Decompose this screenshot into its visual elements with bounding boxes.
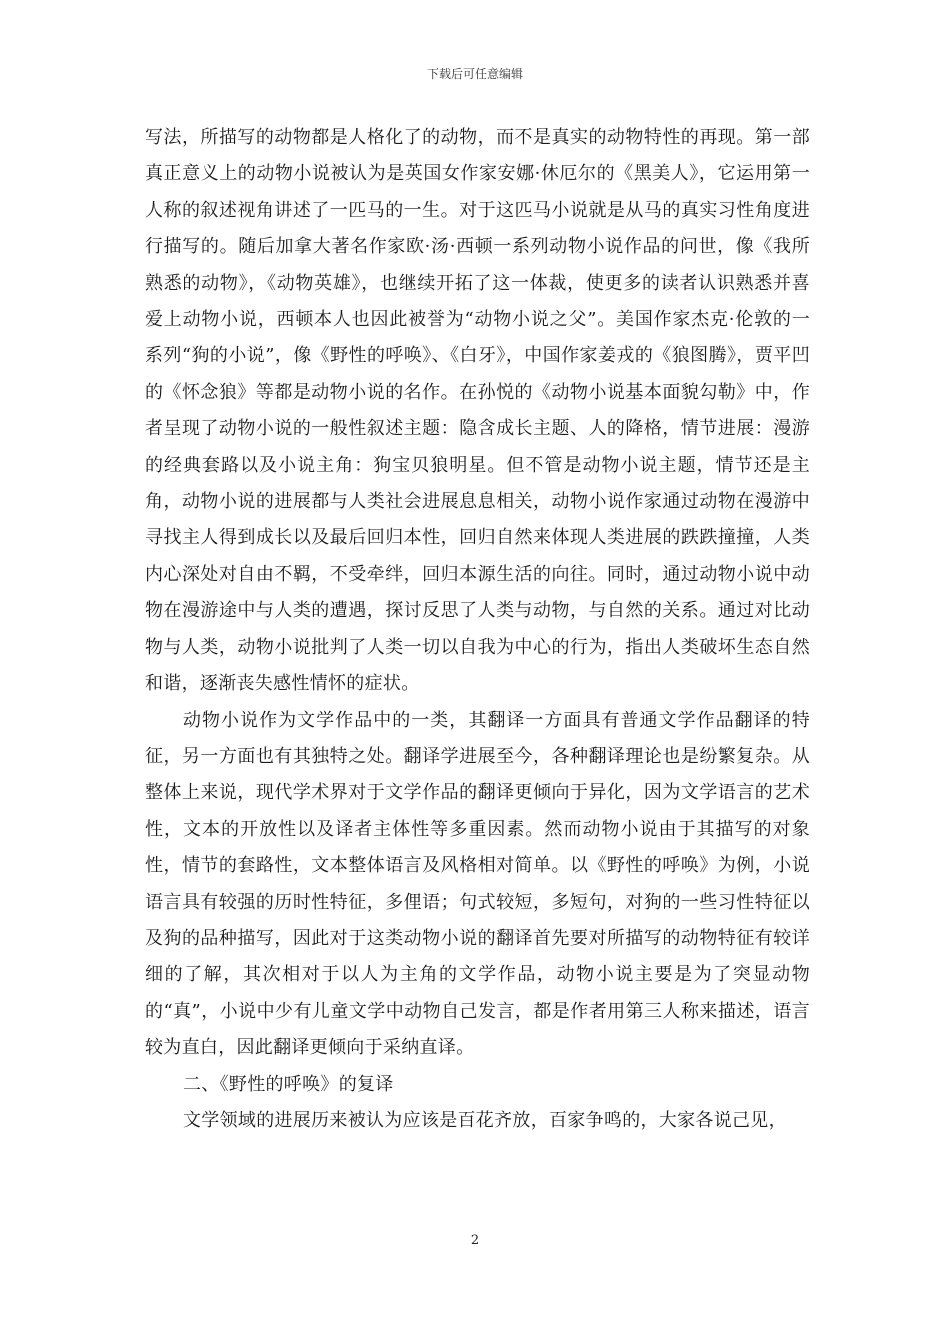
page-number: 2 (470, 1233, 480, 1248)
paragraph-translation-features: 动物小说作为文学作品中的一类，其翻译一方面具有普通文学作品翻译的特征，另一方面也有其独特之处。翻译学进展至今，各种翻译理论也是纷繁复杂。从整体上来说，现代学术界对于文学作品的翻译更倾向于异化，因为文学语言的艺术性，文本的开放性以及译者主体性等多重因素。然而动物小说由于其描写的对象性，情节的套路性，文本整体语言及风格相对简单。以《野性的呼唤》为例，小说语言具有较强的历时性特征，多俚语；句式较短，多短句，对狗的一些习性特征以及狗的品种描写，因此对于这类动物小说的翻译首先要对所描写的动物特征有较详细的了解，其次相对于以人为主角的文学作品，动物小说主要是为了突显动物的“真”，小说中少有儿童文学中动物自己发言，都是作者用第三人称来描述，语言较为直白，因此翻译更倾向于采纳直译。 (145, 709, 810, 1059)
page-header: 下载后可任意编辑 (426, 67, 523, 81)
paragraph-literary-field: 文学领域的进展历来被认为应该是百花齐放，百家争鸣的，大家各说己见， (183, 1109, 787, 1131)
document-body (145, 120, 810, 1139)
paragraph-animal-novel-history: 写法，所描写的动物都是人格化了的动物，而不是真实的动物特性的再现。第一部真正意义上的动物小说被认为是英国女作家安娜·休厄尔的《黑美人》，它运用第一人称的叙述视角讲述了一匹马的一生。对于这匹马小说就是从马的真实习性角度进行描写的。随后加拿大著名作家欧·汤·西顿一系列动物小说作品的问世，像《我所熟悉的动物》，《动物英雄》，也继续开拓了这一体裁，使更多的读者认识熟悉并喜爱上动物小说，西顿本人也因此被誉为“动物小说之父”。美国作家杰克·伦敦的一系列“狗的小说”，像《野性的呼唤》、《白牙》，中国作家姜戎的《狼图腾》，贾平凹的《怀念狼》等都是动物小说的名作。在孙悦的《动物小说基本面貌勾勒》中，作者呈现了动物小说的一般性叙述主题：隐含成长主题、人的降格，情节进展：漫游的经典套路以及小说主角：狗宝贝狼明星。但不管是动物小说主题，情节还是主角，动物小说的进展都与人类社会进展息息相关，动物小说作家通过动物在漫游中寻找主人得到成长以及最后回归本性，回归自然来体现人类进展的跌跌撞撞，人类内心深处对自由不羁，不受牵绊，回归本源生活的向往。同时，通过动物小说中动物在漫游途中与人类的遭遇，探讨反思了人类与动物，与自然的关系。通过对比动物与人类，动物小说批判了人类一切以自我为中心的行为，指出人类破坏生态自然和谐，逐渐丧失感性情怀的症状。 (145, 127, 810, 695)
section-heading: 二、《野性的呼唤》的复译 (183, 1073, 394, 1095)
